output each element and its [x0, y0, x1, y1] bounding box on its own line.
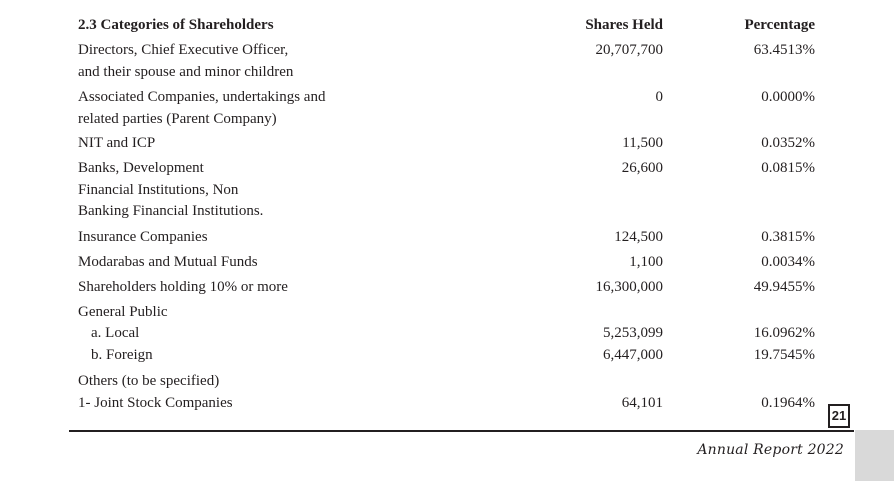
category-label: Banks, Development [78, 160, 204, 176]
percentage-cell [690, 371, 815, 414]
section-heading: 2.3 Categories of Shareholders [78, 17, 274, 33]
category-label: NIT and ICP [78, 135, 156, 151]
category-cell [78, 227, 398, 249]
shares-held-cell [540, 158, 663, 180]
percentage-cell [690, 40, 815, 62]
shares-value: 6,447,000 [603, 346, 663, 363]
page-number: 21 [828, 404, 850, 428]
shares-value: 5,253,099 [603, 325, 663, 341]
shares-held-cell [540, 40, 663, 62]
percentage-value: 16.0962% [753, 325, 815, 341]
shares-held-header: Shares Held [585, 17, 663, 33]
page-edge-tab [855, 430, 894, 481]
percentage-value: 0.3815% [761, 229, 815, 245]
percentage-cell [690, 133, 815, 155]
category-label: Directors, Chief Executive Officer, [78, 42, 289, 58]
shares-value: 20,707,700 [595, 42, 663, 58]
category-label: related parties (Parent Company) [78, 110, 277, 127]
category-label: Financial Institutions, Non [78, 181, 239, 198]
shares-value: 11,500 [622, 135, 663, 151]
category-cell [78, 40, 398, 83]
category-cell [78, 133, 398, 155]
percentage-value: 0.0352% [761, 135, 815, 151]
footer-divider [69, 430, 854, 432]
category-label: Banking Financial Institutions. [78, 203, 264, 219]
percentage-value [690, 371, 815, 393]
percentage-value: 63.4513% [753, 42, 815, 58]
category-cell [78, 252, 398, 274]
category-label: and their spouse and minor children [78, 63, 294, 80]
percentage-cell [690, 252, 815, 274]
category-cell [78, 87, 398, 130]
category-cell [78, 323, 398, 366]
category-cell [78, 302, 398, 324]
shares-held-cell [540, 227, 663, 249]
category-cell [78, 158, 398, 223]
percentage-value: 0.1964% [761, 394, 815, 411]
shares-held-cell [540, 133, 663, 155]
shares-held-cell [540, 87, 663, 109]
category-cell [78, 371, 398, 414]
percentage-cell [690, 277, 815, 299]
shares-held-cell [540, 252, 663, 274]
percentage-value: 0.0034% [761, 254, 815, 270]
shares-held-cell [540, 371, 663, 414]
shares-value: 26,600 [621, 160, 663, 176]
category-label: Others (to be specified) [78, 373, 220, 389]
percentage-cell [690, 87, 815, 109]
percentage-header: Percentage [744, 17, 815, 33]
category-label: Associated Companies, undertakings and [78, 89, 326, 105]
category-cell [78, 277, 398, 299]
shares-value: 0 [655, 89, 663, 105]
shares-value: 124,500 [614, 229, 663, 245]
shares-value: 16,300,000 [595, 279, 663, 295]
percentage-value: 0.0815% [761, 160, 815, 176]
percentage-cell [690, 227, 815, 249]
percentage-cell [690, 323, 815, 366]
shares-held-cell [540, 277, 663, 299]
shares-value: 64,101 [621, 394, 663, 411]
shares-held-cell [540, 323, 663, 366]
category-label: 1- Joint Stock Companies [78, 394, 233, 411]
category-label: Shareholders holding 10% or more [78, 279, 288, 295]
percentage-cell [690, 158, 815, 180]
shares-value: 1,100 [629, 254, 663, 270]
percentage-value: 49.9455% [753, 279, 815, 295]
category-label: Modarabas and Mutual Funds [78, 254, 258, 270]
category-label: b. Foreign [91, 346, 153, 363]
percentage-value: 0.0000% [761, 89, 815, 105]
category-label: Insurance Companies [78, 229, 208, 245]
category-label: General Public [78, 304, 168, 320]
percentage-value: 19.7545% [753, 346, 815, 363]
shares-value [540, 371, 663, 393]
category-label: a. Local [91, 325, 140, 341]
footer-report-title: Annual Report 2022 [697, 442, 844, 458]
